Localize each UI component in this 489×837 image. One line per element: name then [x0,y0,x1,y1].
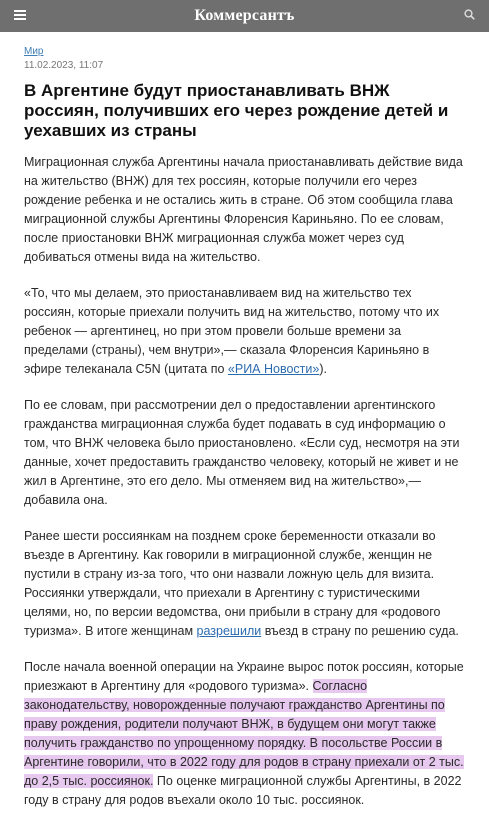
top-navigation-bar [0,0,489,32]
hamburger-menu-icon [14,7,26,25]
publish-date: 11.02.2023, 11:07 [24,60,104,71]
allowed-link[interactable]: разрешили [196,624,262,638]
menu-button[interactable] [14,5,36,27]
ria-novosti-link[interactable]: «РИА Новости» [227,362,320,376]
article-content [0,32,489,810]
paragraph-5 [24,658,465,810]
search-icon [464,7,475,25]
article-title: В Аргентине будут приостанавливать ВНЖ россиян, получивших его через рождение детей и уехавших из страны [24,81,449,140]
paragraph-4-text: Ранее шести россиянкам на позднем сроке беременности отказали во въезде в Аргентину. Как говорили в миграционной службе, женщин не пустили в страну из-за того, что они назвали ложную цель для визита. Россиянки утверждали, что приехали в Аргентину с туристическими целями, но, по версии ведомства, они прибыли в страну для «родового туризма». В итоге женщинам [24,529,441,638]
paragraph-2 [24,284,465,379]
paragraph-5-text: После начала военной операции на Украине вырос поток россиян, которые приезжают в Аргентину для «родового туризма». [24,660,464,693]
paragraph-2-end: ). [319,362,327,376]
paragraph-2-text: «То, что мы делаем, это приостанавливаем вид на жительство тех россиян, которые приехали получить вид на жительство, потому что их ребенок — аргентинец, но при этом провели больше времени за пределами (страны), чем внутри»,— сказала Флоренсия Кариньяно в эфире телеканала C5N (цитата по [24,286,440,376]
paragraph-1: Миграционная служба Аргентины начала приостанавливать действие вида на жительство (ВНЖ) для тех россиян, которые получили его через рождение ребенка и не остались жить в стране. Об этом сообщила глава миграционной службы Аргентины Флоренсия Кариньяно. По ее словам, после приостановки ВНЖ миграционная служба может через суд добиваться отмены вида на жительство. [24,155,463,264]
paragraph-4 [24,527,465,641]
highlighted-text: Согласно законодательству, новорожденные получают гражданство Аргентины по праву рождения, родители получают ВНЖ, в будущем они могут также получить гражданство по упрощенному порядку. В посольстве России в Аргентине говорили, что в 2022 году для родов в страну приехали от 2 тыс. до 2,5 тыс. россиянок. [24,679,464,788]
rubric-link[interactable]: Мир [24,46,44,57]
search-button[interactable] [453,5,475,27]
paragraph-5-end: По оценке миграционной службы Аргентины, в 2022 году в страну для родов въехали около 10 тыс. россиянок. [24,774,462,807]
paragraph-4-end: въезд в страну по решению суда. [261,624,459,638]
paragraph-3: По ее словам, при рассмотрении дел о предоставлении аргентинского гражданства миграционная служба будет подавать в суд информацию о том, что ВНЖ человека было приостановлено. «Если суд, несмотря на эти данные, хочет предоставить гражданство человеку, который не живет и не жил в Аргентине, это его дело. Мы отменяем вид на жительство»,— добавила она. [24,398,460,507]
brand-logo[interactable]: Коммерсантъ [194,7,295,24]
